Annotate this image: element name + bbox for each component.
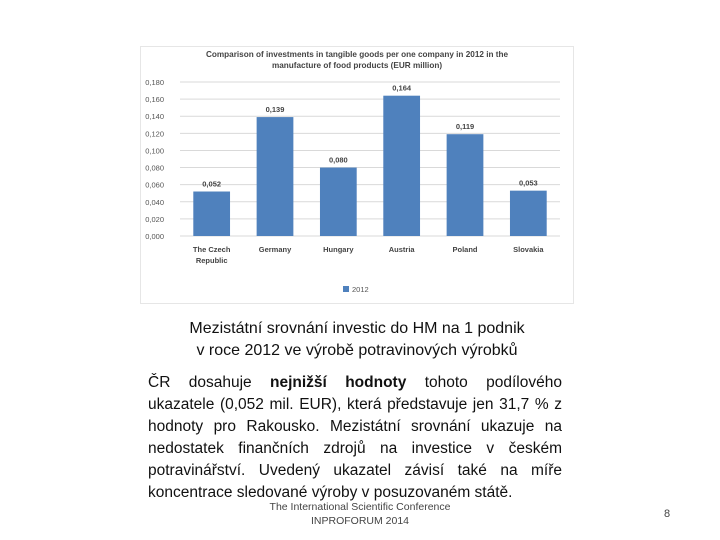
x-tick-label: Germany [258,245,292,254]
x-tick-label: Republic [195,256,228,265]
bar-5 [447,134,484,236]
bar-value-label: 0,139 [265,105,285,115]
y-tick-label: 0,140 [145,112,164,122]
conference-footer [240,500,480,528]
y-tick-label: 0,120 [145,129,164,139]
x-tick-label: Austria [388,245,415,254]
caption-line-2: v roce 2012 ve výrobě potravinových výrobků [196,342,518,359]
bar-2 [257,117,294,236]
x-tick-label: Hungary [323,245,354,254]
y-tick-label: 0,080 [145,163,164,173]
y-tick-label: 0,180 [145,78,164,87]
chart-svg [140,46,574,304]
y-tick-label: 0,020 [145,214,164,224]
y-tick-label: 0,000 [145,232,164,241]
chart-title-line-1: Comparison of investments in tangible goods per one company in 2012 in the [205,50,509,59]
legend-swatch [343,286,349,292]
chart-caption [140,318,574,362]
body-bold-text: nejnižší hodnoty [270,374,407,391]
footer-line-2: INPROFORUM 2014 [310,515,410,527]
footer-line-1: The International Scientific Conference [269,501,451,513]
bar-chart [140,46,574,304]
bar-1 [193,192,230,236]
bar-6 [510,191,547,236]
chart-title-line-2: manufacture of food products (EUR million) [271,61,443,70]
bar-value-label: 0,119 [455,122,475,132]
y-tick-label: 0,160 [145,95,164,105]
bar-value-label: 0,052 [202,179,222,189]
x-tick-label: The Czech [192,245,231,254]
y-tick-label: 0,040 [145,197,164,207]
bar-value-label: 0,080 [328,155,348,165]
caption-line-1: Mezistátní srovnání investic do HM na 1 podnik [189,320,525,337]
x-tick-label: Slovakia [513,245,544,254]
page-number: 8 [664,508,671,520]
bar-value-label: 0,164 [392,83,412,93]
y-tick-label: 0,060 [145,180,164,190]
bar-3 [320,168,357,236]
body-part-1: ČR dosahuje [148,374,271,391]
bar-value-label: 0,053 [518,178,538,188]
bar-4 [383,96,420,236]
x-tick-label: Poland [452,245,478,254]
legend-label: 2012 [352,285,369,294]
y-tick-label: 0,100 [145,146,164,156]
body-paragraph [148,372,562,504]
body-part-2: tohoto podílového ukazatele (0,052 mil. EUR), která představuje jen 31,7 % z hodnoty pro Rakousko. Mezistátní srovnání ukazuje na nedostatek finančních zdrojů na investice v českém potravinářství. Uvedený ukazatel závisí také na míře koncentrace sledované výroby v posuzovaném státě. [148,374,562,501]
